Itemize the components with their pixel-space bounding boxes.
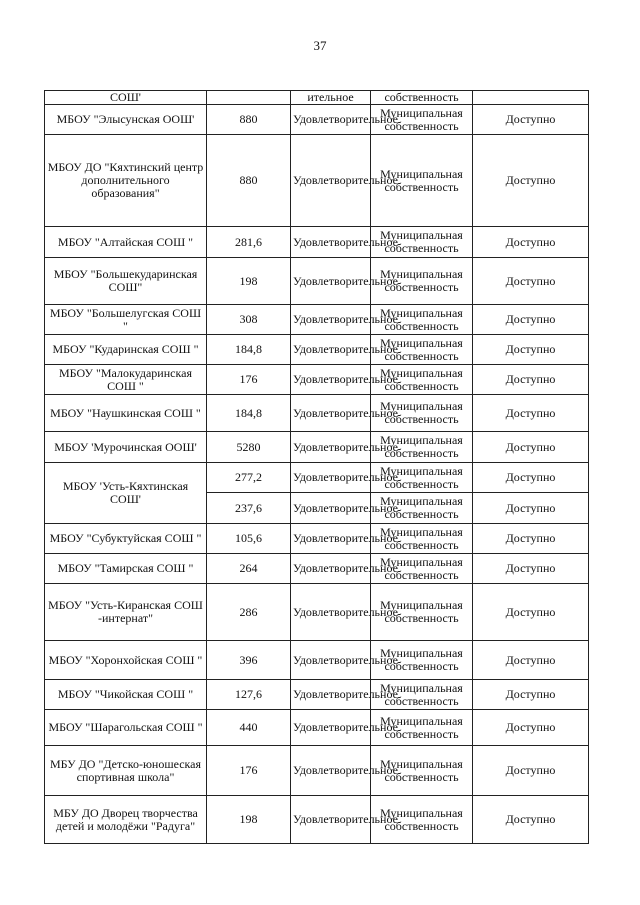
table-row	[45, 305, 589, 335]
condition-cell: ительное	[291, 91, 371, 105]
condition-cell: Удовлетворительное	[291, 463, 371, 493]
table-row	[45, 746, 589, 796]
facility-name-cell: СОШ'	[45, 91, 207, 105]
facility-name-cell: МБОУ "Тамирская СОШ "	[45, 554, 207, 584]
facility-name-cell: МБОУ "Субуктуйская СОШ "	[45, 524, 207, 554]
area-cell: 880	[207, 105, 291, 135]
access-cell: Доступно	[473, 227, 589, 258]
facility-name-cell: МБОУ 'Усть-Кяхтинская СОШ'	[45, 463, 207, 524]
facility-name-cell: МБОУ 'Мурочинская ООШ'	[45, 432, 207, 463]
access-cell: Доступно	[473, 365, 589, 395]
area-cell: 308	[207, 305, 291, 335]
facilities-table	[44, 90, 589, 844]
condition-cell: Удовлетворительное	[291, 335, 371, 365]
table-row	[45, 524, 589, 554]
ownership-cell: Муниципальная собственность	[371, 432, 473, 463]
area-cell: 880	[207, 135, 291, 227]
ownership-cell: Муниципальная собственность	[371, 395, 473, 432]
condition-cell: Удовлетворительное	[291, 365, 371, 395]
access-cell: Доступно	[473, 432, 589, 463]
condition-cell: Удовлетворительное	[291, 746, 371, 796]
facility-name-cell: МБОУ "Малокударинская СОШ "	[45, 365, 207, 395]
ownership-cell: Муниципальная собственность	[371, 258, 473, 305]
ownership-cell: Муниципальная собственность	[371, 554, 473, 584]
condition-cell: Удовлетворительное	[291, 395, 371, 432]
condition-cell: Удовлетворительное	[291, 227, 371, 258]
condition-cell: Удовлетворительное	[291, 258, 371, 305]
access-cell: Доступно	[473, 796, 589, 844]
ownership-cell: Муниципальная собственность	[371, 710, 473, 746]
area-cell: 105,6	[207, 524, 291, 554]
area-cell: 176	[207, 365, 291, 395]
area-cell: 184,8	[207, 395, 291, 432]
facility-name-cell: МБУ ДО "Детско-юношеская спортивная школа"	[45, 746, 207, 796]
area-cell: 277,2	[207, 463, 291, 493]
access-cell: Доступно	[473, 135, 589, 227]
table-row	[45, 258, 589, 305]
condition-cell: Удовлетворительное	[291, 432, 371, 463]
condition-cell: Удовлетворительное	[291, 105, 371, 135]
area-cell: 237,6	[207, 493, 291, 524]
ownership-cell: Муниципальная собственность	[371, 305, 473, 335]
page-number: 37	[313, 38, 327, 53]
table-row	[45, 554, 589, 584]
facility-name-cell: МБОУ ДО "Кяхтинский центр дополнительного образования"	[45, 135, 207, 227]
facility-name-cell: МБОУ "Большелугская СОШ "	[45, 305, 207, 335]
table-row	[45, 584, 589, 641]
ownership-cell: Муниципальная собственность	[371, 746, 473, 796]
access-cell: Доступно	[473, 463, 589, 493]
ownership-text: собственность	[384, 90, 459, 104]
table-row	[45, 365, 589, 395]
table-row	[45, 680, 589, 710]
ownership-cell: Муниципальная собственность	[371, 524, 473, 554]
access-cell: Доступно	[473, 641, 589, 680]
facility-name-cell: МБОУ "Кударинская СОШ "	[45, 335, 207, 365]
access-cell: Доступно	[473, 584, 589, 641]
table-row	[45, 641, 589, 680]
area-cell: 198	[207, 796, 291, 844]
area-cell: 184,8	[207, 335, 291, 365]
facility-name-cell: МБОУ "Усть-Киранская СОШ -интернат"	[45, 584, 207, 641]
area-cell: 264	[207, 554, 291, 584]
access-cell: Доступно	[473, 258, 589, 305]
ownership-cell	[371, 91, 473, 105]
access-cell: Доступно	[473, 680, 589, 710]
ownership-cell: Муниципальная собственность	[371, 796, 473, 844]
condition-cell: Удовлетворительное	[291, 641, 371, 680]
facility-name-cell: МБОУ "Алтайская СОШ "	[45, 227, 207, 258]
table-row	[45, 432, 589, 463]
facility-name-cell: МБУ ДО Дворец творчества детей и молодёжи "Радуга"	[45, 796, 207, 844]
area-cell: 176	[207, 746, 291, 796]
ownership-cell: Муниципальная собственность	[371, 641, 473, 680]
condition-cell: Удовлетворительное	[291, 135, 371, 227]
access-cell: Доступно	[473, 554, 589, 584]
condition-cell: Удовлетворительное	[291, 554, 371, 584]
ownership-cell: Муниципальная собственность	[371, 227, 473, 258]
facility-name-cell: МБОУ "Элысунская ООШ'	[45, 105, 207, 135]
ownership-cell: Муниципальная собственность	[371, 463, 473, 493]
area-cell: 198	[207, 258, 291, 305]
access-cell: Доступно	[473, 305, 589, 335]
table-row	[45, 105, 589, 135]
ownership-cell: Муниципальная собственность	[371, 584, 473, 641]
table-row	[45, 135, 589, 227]
access-cell: Доступно	[473, 746, 589, 796]
access-cell	[473, 91, 589, 105]
access-cell: Доступно	[473, 395, 589, 432]
facility-name-cell: МБОУ "Хоронхойская СОШ "	[45, 641, 207, 680]
area-cell	[207, 91, 291, 105]
condition-cell: Удовлетворительное	[291, 796, 371, 844]
facility-name-cell: МБОУ "Шарагольская СОШ "	[45, 710, 207, 746]
access-cell: Доступно	[473, 493, 589, 524]
area-cell: 396	[207, 641, 291, 680]
table-row	[45, 395, 589, 432]
ownership-cell: Муниципальная собственность	[371, 493, 473, 524]
table-row	[45, 227, 589, 258]
access-cell: Доступно	[473, 524, 589, 554]
table-row	[45, 710, 589, 746]
condition-cell: Удовлетворительное	[291, 680, 371, 710]
area-cell: 440	[207, 710, 291, 746]
condition-cell: Удовлетворительное	[291, 305, 371, 335]
access-cell: Доступно	[473, 335, 589, 365]
ownership-cell: Муниципальная собственность	[371, 335, 473, 365]
table-row	[45, 91, 589, 105]
access-cell: Доступно	[473, 105, 589, 135]
ownership-cell: Муниципальная собственность	[371, 680, 473, 710]
ownership-cell: Муниципальная собственность	[371, 105, 473, 135]
condition-cell: Удовлетворительное	[291, 493, 371, 524]
table-row	[45, 335, 589, 365]
facility-name-cell: МБОУ "Наушкинская СОШ "	[45, 395, 207, 432]
facility-name-cell: МБОУ "Чикойская СОШ "	[45, 680, 207, 710]
area-cell: 281,6	[207, 227, 291, 258]
facility-name-cell: МБОУ "Большекударинская СОШ"	[45, 258, 207, 305]
access-cell: Доступно	[473, 710, 589, 746]
area-cell: 5280	[207, 432, 291, 463]
condition-cell: Удовлетворительное	[291, 584, 371, 641]
table-row	[45, 463, 589, 493]
ownership-cell: Муниципальная собственность	[371, 135, 473, 227]
condition-cell: Удовлетворительное	[291, 524, 371, 554]
area-cell: 286	[207, 584, 291, 641]
ownership-cell: Муниципальная собственность	[371, 365, 473, 395]
table-row	[45, 796, 589, 844]
condition-cell: Удовлетворительное	[291, 710, 371, 746]
area-cell: 127,6	[207, 680, 291, 710]
